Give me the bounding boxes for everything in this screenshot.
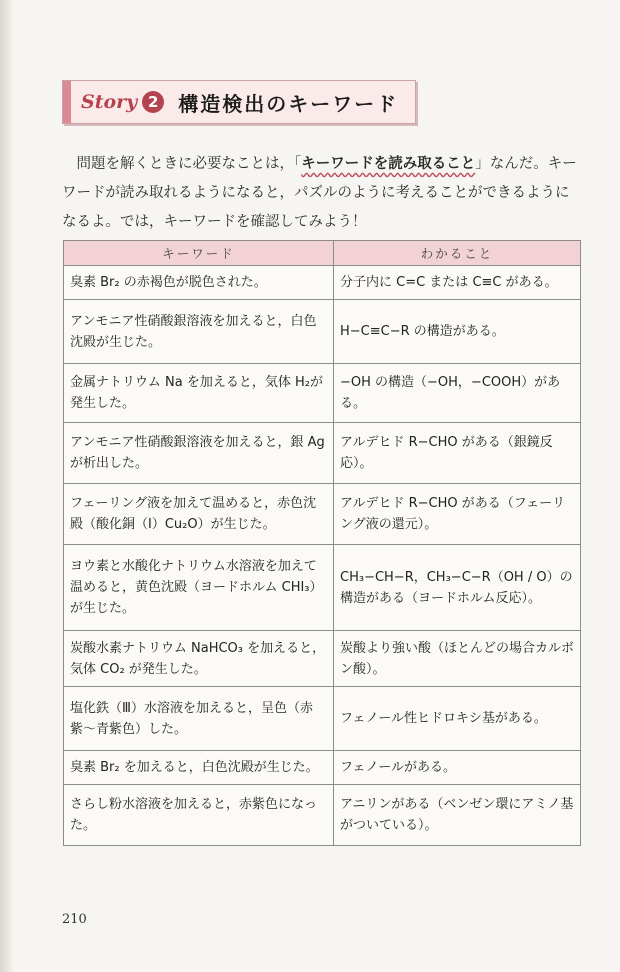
header-meaning: わかること: [334, 241, 581, 266]
meaning-cell: −OH の構造（−OH，−COOH）がある。: [334, 364, 581, 423]
intro-text-before: 問題を解くときに必要なことは，「: [76, 156, 302, 172]
keyword-cell: アンモニア性硝酸銀溶液を加えると，銀 Ag が析出した。: [64, 423, 334, 484]
intro-text-after: 」なんだ。キーワードが読み取れるようになると，パズルのように考えることができるようになるよ。では，キーワードを確認してみよう！: [62, 156, 577, 230]
table-header-row: [64, 241, 581, 266]
intro-keyword: キーワードを読み取ること: [301, 156, 476, 172]
page-binding-shadow: [0, 0, 14, 972]
keyword-cell: 炭酸水素ナトリウム NaHCO₃ を加えると，気体 CO₂ が発生した。: [64, 631, 334, 687]
keyword-cell: アンモニア性硝酸銀溶液を加えると，白色沈殿が生じた。: [64, 300, 334, 364]
meaning-cell: 炭酸より強い酸（ほとんどの場合カルボン酸）。: [334, 631, 581, 687]
heading-accent-bar: [63, 81, 71, 123]
meaning-cell: アルデヒド R−CHO がある（銀鏡反応）。: [334, 423, 581, 484]
meaning-cell: H−C≡C−R の構造がある。: [334, 300, 581, 364]
intro-paragraph: [62, 150, 582, 237]
table-row: [64, 300, 581, 364]
keyword-cell: ヨウ素と水酸化ナトリウム水溶液を加えて温めると，黄色沈殿（ヨードホルム CHI₃）が生じた。: [64, 545, 334, 631]
table-row: [64, 751, 581, 785]
table-row: [64, 423, 581, 484]
section-title: 構造検出のキーワード: [178, 91, 399, 116]
meaning-cell: CH₃−CH−R，CH₃−C−R（OH / O）の構造がある（ヨードホルム反応）。: [334, 545, 581, 631]
keyword-cell: 金属ナトリウム Na を加えると，気体 H₂が発生した。: [64, 364, 334, 423]
table-row: [64, 687, 581, 751]
story-label: Story: [81, 91, 138, 113]
table-row: [64, 484, 581, 545]
story-number-badge: 2: [142, 91, 164, 113]
keyword-cell: 塩化鉄（Ⅲ）水溶液を加えると，呈色（赤紫〜青紫色）した。: [64, 687, 334, 751]
keyword-table: [63, 240, 581, 846]
header-keyword: キーワード: [64, 241, 334, 266]
table-row: [64, 545, 581, 631]
section-heading: [62, 80, 416, 124]
table-row: [64, 631, 581, 687]
keyword-cell: 臭素 Br₂ を加えると，白色沈殿が生じた。: [64, 751, 334, 785]
keyword-cell: 臭素 Br₂ の赤褐色が脱色された。: [64, 266, 334, 300]
table-row: [64, 785, 581, 846]
meaning-cell: フェノール性ヒドロキシ基がある。: [334, 687, 581, 751]
table-row: [64, 364, 581, 423]
meaning-cell: 分子内に C=C または C≡C がある。: [334, 266, 581, 300]
keyword-cell: さらし粉水溶液を加えると，赤紫色になった。: [64, 785, 334, 846]
meaning-cell: アニリンがある（ベンゼン環にアミノ基がついている）。: [334, 785, 581, 846]
keyword-cell: フェーリング液を加えて温めると，赤色沈殿（酸化銅（Ⅰ）Cu₂O）が生じた。: [64, 484, 334, 545]
meaning-cell: フェノールがある。: [334, 751, 581, 785]
page-number: 210: [62, 912, 87, 927]
table-row: [64, 266, 581, 300]
meaning-cell: アルデヒド R−CHO がある（フェーリング液の還元）。: [334, 484, 581, 545]
